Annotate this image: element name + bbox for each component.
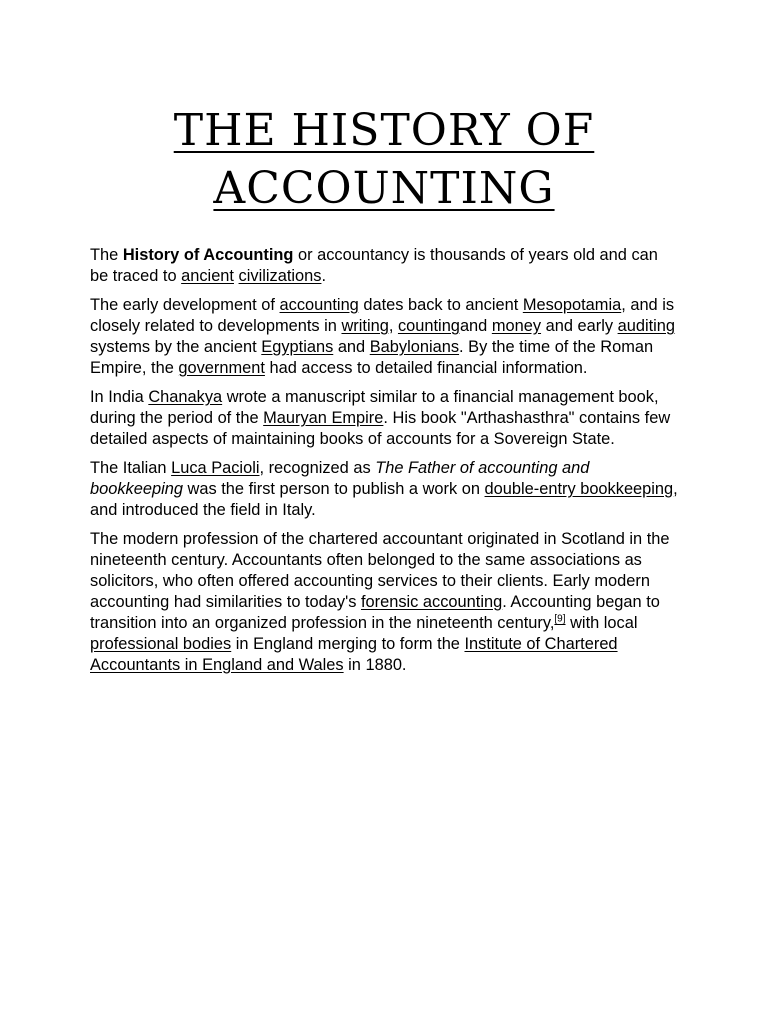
title-line-1: THE HISTORY OF	[173, 105, 595, 156]
link-egyptians[interactable]: Egyptians	[261, 338, 334, 356]
text: The Italian	[90, 459, 172, 477]
text: with local	[565, 614, 638, 632]
text: wrote a manuscript similar to a financial management book, during the period of the	[90, 388, 659, 427]
text: or accountancy is thousands of years old and can be traced to	[90, 246, 658, 285]
link-forensic-accounting[interactable]: forensic accounting	[360, 593, 503, 611]
text: . His book "Arthashasthra" contains few detailed aspects of maintaining books of accounts for a Sovereign State.	[90, 409, 671, 448]
text: in England merging to form the	[231, 635, 465, 653]
link-ancient[interactable]: ancient	[181, 267, 234, 285]
paragraph-india	[90, 387, 680, 450]
link-icaew[interactable]: Institute of Chartered Accountants in England and Wales	[90, 635, 618, 674]
link-chanakya[interactable]: Chanakya	[148, 388, 223, 406]
link-luca-pacioli[interactable]: Luca Pacioli	[171, 459, 260, 477]
footnote-ref[interactable]: [9]	[554, 613, 566, 625]
text: dates back to ancient	[358, 296, 523, 314]
paragraph-intro	[90, 245, 680, 287]
text: had access to detailed financial information.	[264, 359, 588, 377]
title-line-2: ACCOUNTING	[213, 163, 555, 214]
page-title	[0, 104, 768, 220]
article-body	[90, 245, 680, 684]
link-professional-bodies[interactable]: professional bodies	[90, 635, 232, 653]
text: . Accounting began to transition into an organized profession in the nineteenth century,	[90, 593, 660, 632]
text: The	[90, 246, 123, 264]
bold-term: History of Accounting	[122, 246, 294, 264]
text: , and introduced the field in Italy.	[90, 480, 678, 519]
text: in 1880.	[343, 656, 407, 674]
link-writing[interactable]: writing	[341, 317, 389, 335]
text: systems by the ancient	[90, 338, 262, 356]
text: In India	[90, 388, 149, 406]
text: and	[333, 338, 370, 356]
text: , and is closely related to developments in	[90, 296, 675, 335]
text: . By the time of the Roman Empire, the	[90, 338, 654, 377]
link-government[interactable]: government	[178, 359, 265, 377]
paragraph-modern-profession	[90, 529, 680, 676]
text: and early	[541, 317, 618, 335]
link-auditing[interactable]: auditing	[617, 317, 676, 335]
text: ,	[388, 317, 398, 335]
text: and	[459, 317, 492, 335]
link-counting[interactable]: counting	[397, 317, 460, 335]
text: The modern profession of the chartered accountant originated in Scotland in the nineteenth century. Accountants often belonged to the same associations as solicitors, who often offered accounting services to their clients. Early modern accounting had similarities to today's	[90, 530, 670, 611]
link-money[interactable]: money	[491, 317, 542, 335]
paragraph-early-development	[90, 295, 680, 379]
text: The early development of	[90, 296, 280, 314]
link-civilizations[interactable]: civilizations	[238, 267, 322, 285]
link-mesopotamia[interactable]: Mesopotamia	[522, 296, 622, 314]
text: .	[321, 267, 326, 285]
link-double-entry-bookkeeping[interactable]: double-entry bookkeeping	[484, 480, 674, 498]
link-accounting[interactable]: accounting	[279, 296, 359, 314]
text: was the first person to publish a work on	[182, 480, 485, 498]
text: , recognized as	[259, 459, 376, 477]
italic-epithet: The Father of accounting and bookkeeping	[90, 459, 590, 498]
link-babylonians[interactable]: Babylonians	[369, 338, 460, 356]
paragraph-pacioli	[90, 458, 680, 521]
link-mauryan-empire[interactable]: Mauryan Empire	[263, 409, 384, 427]
